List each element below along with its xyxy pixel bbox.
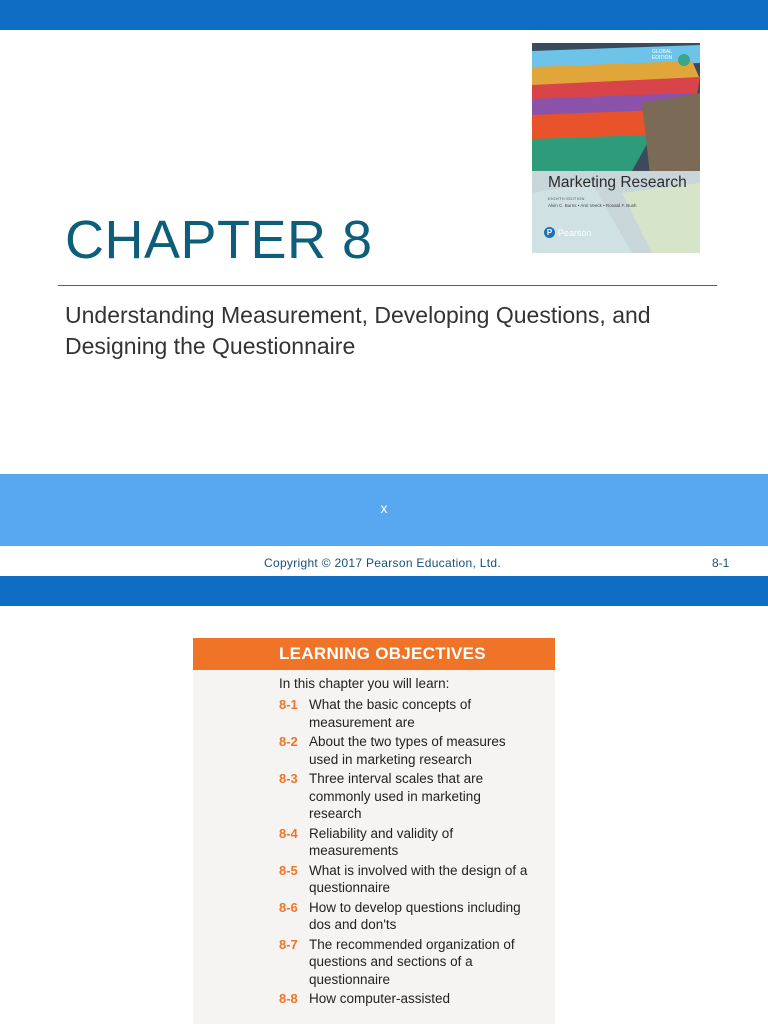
objective-text: Three interval scales that are commonly used in marketing research: [309, 771, 484, 821]
list-item: [279, 733, 549, 768]
objective-text: How to develop questions including dos and don'ts: [309, 899, 521, 932]
objective-number: 8-2: [279, 734, 298, 749]
bottom-bar: [0, 576, 768, 606]
objective-text: How computer-assisted: [309, 991, 451, 1006]
objective-number: 8-3: [279, 771, 298, 786]
cover-edition: EIGHTH EDITION: [548, 196, 585, 201]
list-item: [279, 899, 549, 934]
objective-number: 8-1: [279, 697, 298, 712]
list-item: [279, 770, 549, 823]
objective-number: 8-4: [279, 825, 298, 841]
objective-text: The recommended organization of questions and sections of a questionnaire: [309, 936, 515, 987]
objective-number: 8-8: [279, 991, 298, 1006]
global-edition-icon: [678, 54, 690, 66]
pearson-icon: P: [544, 227, 555, 238]
learning-objectives-list: [279, 696, 549, 1010]
title-divider: [58, 285, 717, 286]
list-item: [279, 696, 549, 731]
copyright-text: Copyright © 2017 Pearson Education, Ltd.: [264, 556, 501, 570]
book-cover: [532, 43, 700, 253]
objective-number: 8-5: [279, 862, 298, 878]
objective-text: Reliability and validity of measurements: [309, 825, 454, 858]
cover-authors: Alvin C. Burns • Ann Veeck • Ronald F. Bush: [548, 203, 637, 208]
publisher-logo: [544, 227, 592, 238]
list-item: [279, 862, 549, 897]
objective-text: What is involved with the design of a questionnaire: [309, 862, 528, 895]
learning-objectives-title: LEARNING OBJECTIVES: [279, 644, 486, 663]
cover-title: Marketing Research: [548, 174, 687, 191]
objective-number: 8-6: [279, 899, 298, 915]
learning-objectives-panel: [193, 638, 555, 1024]
chapter-subtitle: Understanding Measurement, Developing Questions, and Designing the Questionnaire: [65, 302, 651, 359]
objective-text: About the two types of measures used in marketing research: [309, 734, 506, 767]
top-bar: [0, 0, 768, 30]
objective-text: What the basic concepts of measurement are: [309, 697, 472, 730]
list-item: [279, 825, 549, 860]
list-item: [279, 936, 549, 989]
list-item: [279, 990, 549, 1008]
publisher-name: Pearson: [558, 227, 592, 238]
learning-objectives-header: [193, 638, 555, 670]
learning-objectives-intro: In this chapter you will learn:: [279, 676, 450, 691]
objective-number: 8-7: [279, 936, 298, 952]
global-edition-badge: GLOBAL EDITION: [651, 49, 673, 61]
band-label: x: [380, 500, 388, 516]
slide-number: 8-1: [712, 556, 730, 570]
chapter-title: CHAPTER 8: [65, 210, 373, 270]
